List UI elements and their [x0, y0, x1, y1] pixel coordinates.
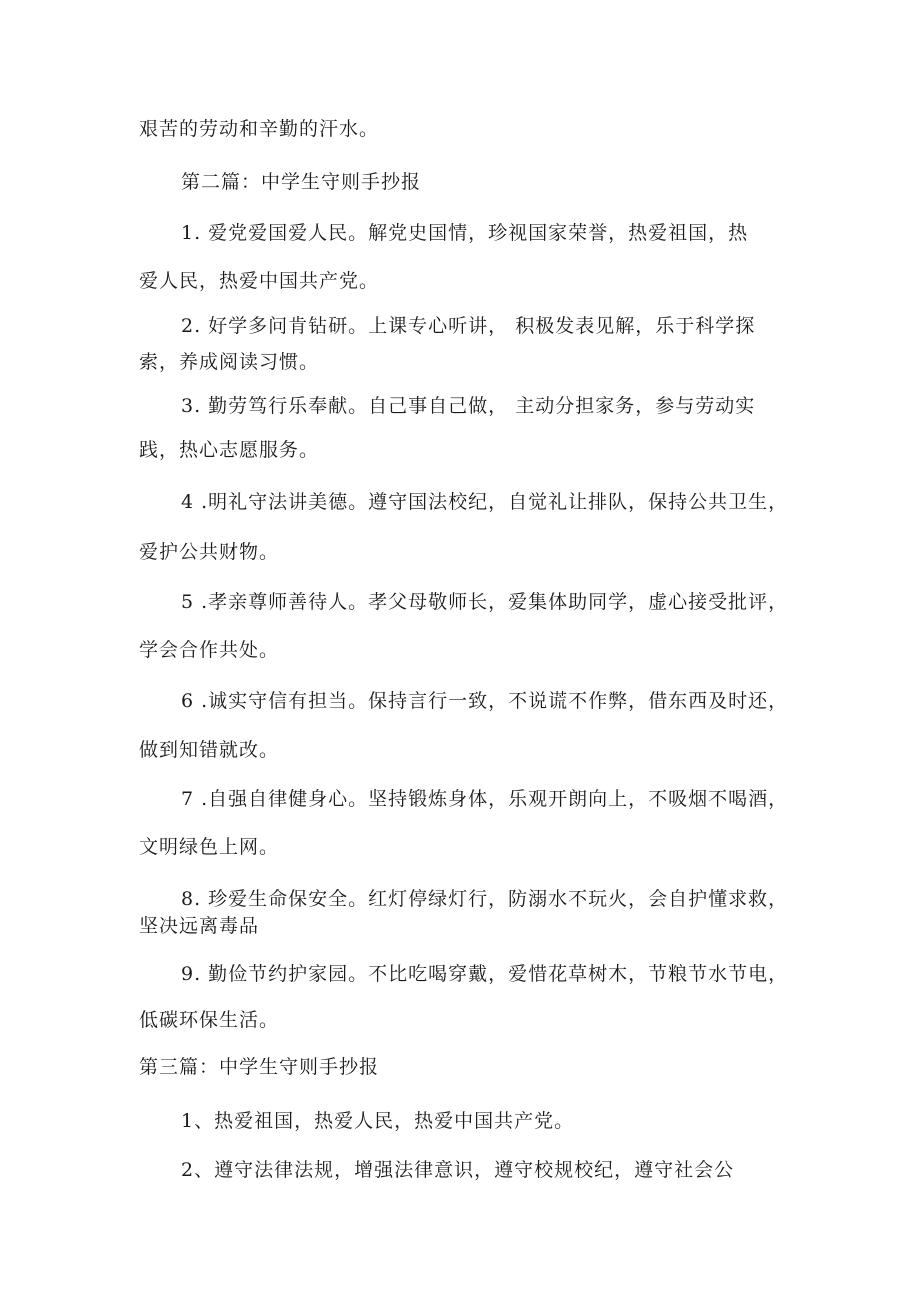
text-line: 践，热心志愿服务。 — [139, 439, 320, 461]
text-line: 低碳环保生活。 — [139, 1009, 280, 1031]
text-line: 7 .自强自律健身心。坚持锻炼身体，乐观开朗向上，不吸烟不喝酒， — [181, 788, 789, 810]
text-line: 5 .孝亲尊师善待人。孝父母敬师长，爱集体助同学，虚心接受批评， — [181, 591, 789, 613]
text-line: 8. 珍爱生命保安全。红灯停绿灯行，防溺水不玩火，会自护懂求救， — [181, 888, 789, 910]
section-heading: 第二篇：中学生守则手抄报 — [181, 171, 422, 193]
text-line: 1. 爱党爱国爱人民。解党史国情，珍视国家荣誉，热爱祖国，热 — [181, 222, 749, 244]
text-line: 坚决远离毒品 — [139, 915, 260, 937]
text-line: 1、热爱祖国，热爱人民，热爱中国共产党。 — [181, 1110, 575, 1132]
text-line: 爱护公共财物。 — [139, 541, 280, 563]
text-line: 6 .诚实守信有担当。保持言行一致，不说谎不作弊，借东西及时还， — [181, 690, 789, 712]
section-heading: 第三篇：中学生守则手抄报 — [139, 1056, 380, 1078]
text-line: 艰苦的劳动和辛勤的汗水。 — [139, 118, 380, 140]
text-line: 9. 勤俭节约护家园。不比吃喝穿戴，爱惜花草树木，节粮节水节电， — [181, 963, 789, 985]
text-line: 做到知错就改。 — [139, 739, 280, 761]
text-line: 2. 好学多问肯钻研。上课专心听讲， 积极发表见解，乐于科学探 — [181, 315, 756, 337]
text-line: 索，养成阅读习惯。 — [139, 351, 320, 373]
text-line: 爱人民，热爱中国共产党。 — [139, 270, 380, 292]
text-line: 3. 勤劳笃行乐奉献。自己事自己做， 主动分担家务，参与劳动实 — [181, 395, 756, 417]
text-line: 学会合作共处。 — [139, 639, 280, 661]
text-line: 4 .明礼守法讲美德。遵守国法校纪，自觉礼让排队，保持公共卫生， — [181, 491, 789, 513]
text-line: 2、遵守法律法规，增强法律意识，遵守校规校纪，遵守社会公 — [181, 1159, 735, 1181]
text-line: 文明绿色上网。 — [139, 836, 280, 858]
